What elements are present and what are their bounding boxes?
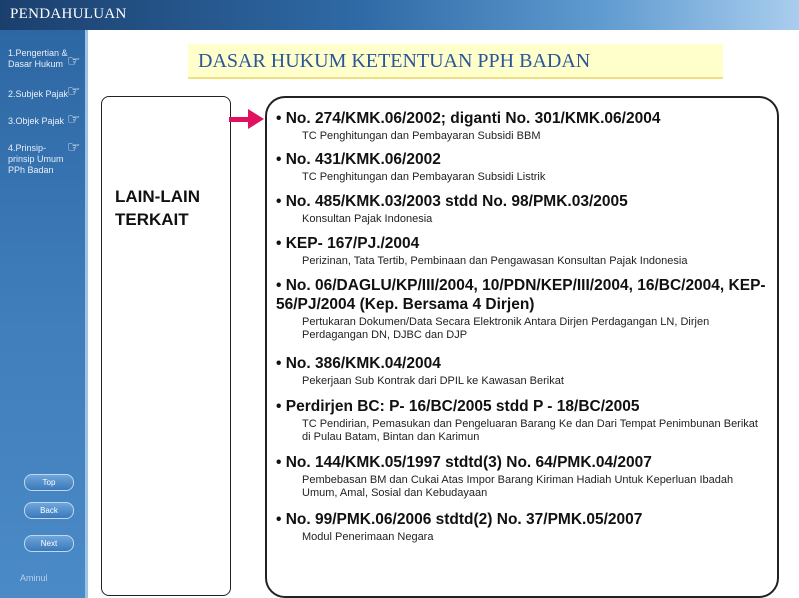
regulation-description: Modul Penerimaan Negara — [302, 531, 434, 543]
slide-title: DASAR HUKUM KETENTUAN PPH BADAN — [198, 50, 591, 72]
regulation-description: Pekerjaan Sub Kontrak dari DPIL ke Kawasan Berikat — [302, 375, 564, 387]
regulation-heading: • No. 274/KMK.06/2002; diganti No. 301/KMK.06/2004 — [276, 110, 661, 127]
regulation-heading: • No. 431/KMK.06/2002 — [276, 151, 441, 168]
next-button[interactable]: Next — [24, 535, 74, 552]
author-label: Aminul — [20, 573, 48, 583]
pointing-hand-icon[interactable]: ☞ — [67, 53, 81, 70]
regulation-heading: • No. 144/KMK.05/1997 stdtd(3) No. 64/PMK.04/2007 — [276, 454, 652, 471]
group-label: LAIN-LAIN TERKAIT — [115, 187, 200, 229]
sidebar-item-label: 2.Subjek Pajak — [8, 89, 69, 99]
pointing-hand-icon[interactable]: ☞ — [67, 83, 81, 100]
regulation-heading: • KEP- 167/PJ./2004 — [276, 235, 420, 252]
list-item — [276, 276, 766, 342]
sidebar-item-subjek-pajak[interactable] — [8, 89, 74, 100]
pointing-hand-icon[interactable]: ☞ — [67, 111, 81, 128]
sidebar-item-label: 4.Prinsip-prinsip Umum PPh Badan — [8, 143, 64, 175]
list-item — [276, 453, 766, 500]
regulation-description: Konsultan Pajak Indonesia — [302, 213, 433, 225]
list-item — [276, 397, 766, 444]
top-button[interactable]: Top — [24, 474, 74, 491]
list-item — [276, 192, 766, 226]
list-item — [276, 150, 766, 184]
regulation-heading: • No. 485/KMK.03/2003 stdd No. 98/PMK.03/2005 — [276, 193, 628, 210]
list-item — [276, 234, 766, 268]
regulation-description: TC Penghitungan dan Pembayaran Subsidi BBM — [302, 130, 541, 142]
list-item — [276, 510, 766, 544]
regulation-description: TC Penghitungan dan Pembayaran Subsidi Listrik — [302, 171, 546, 183]
slide-title-box — [188, 44, 723, 79]
sidebar-item-objek-pajak[interactable] — [8, 116, 74, 127]
regulation-description: Perizinan, Tata Tertib, Pembinaan dan Pengawasan Konsultan Pajak Indonesia — [302, 255, 688, 267]
regulation-description: TC Pendirian, Pemasukan dan Pengeluaran Barang Ke dan Dari Tempat Penimbunan Berikat di Pulau Batam, Bintan dan Karimun — [302, 418, 758, 443]
regulation-description: Pembebasan BM dan Cukai Atas Impor Barang Kiriman Hadiah Untuk Keperluan Ibadah Umum, Amal, Sosial dan Kebudayaan — [302, 474, 734, 499]
sidebar-item-prinsip[interactable] — [8, 143, 72, 176]
regulation-description: Pertukaran Dokumen/Data Secara Elektronik Antara Dirjen Perdagangan LN, Dirjen Perdagangan DN, DJBC dan DJP — [302, 316, 710, 341]
sidebar-item-label: 3.Objek Pajak — [8, 116, 65, 126]
regulation-heading: • No. 06/DAGLU/KP/III/2004, 10/PDN/KEP/III/2004, 16/BC/2004, KEP-56/PJ/2004 (Kep. Bersama 4 Dirjen) — [276, 277, 766, 313]
header-title: PENDAHULUAN — [10, 6, 127, 22]
list-item — [276, 354, 766, 388]
arrow-right-icon — [248, 109, 264, 129]
sidebar-item-label: 1.Pengertian & Dasar Hukum — [8, 48, 68, 69]
regulation-heading: • Perdirjen BC: P- 16/BC/2005 stdd P - 18/BC/2005 — [276, 398, 640, 415]
back-button[interactable]: Back — [24, 502, 74, 519]
header-bar — [0, 0, 799, 30]
regulation-heading: • No. 386/KMK.04/2004 — [276, 355, 441, 372]
group-bracket — [101, 96, 231, 596]
regulation-heading: • No. 99/PMK.06/2006 stdtd(2) No. 37/PMK.05/2007 — [276, 511, 643, 528]
list-item — [276, 109, 766, 143]
sidebar-item-pengertian[interactable] — [8, 48, 74, 70]
pointing-hand-icon[interactable]: ☞ — [67, 139, 81, 156]
